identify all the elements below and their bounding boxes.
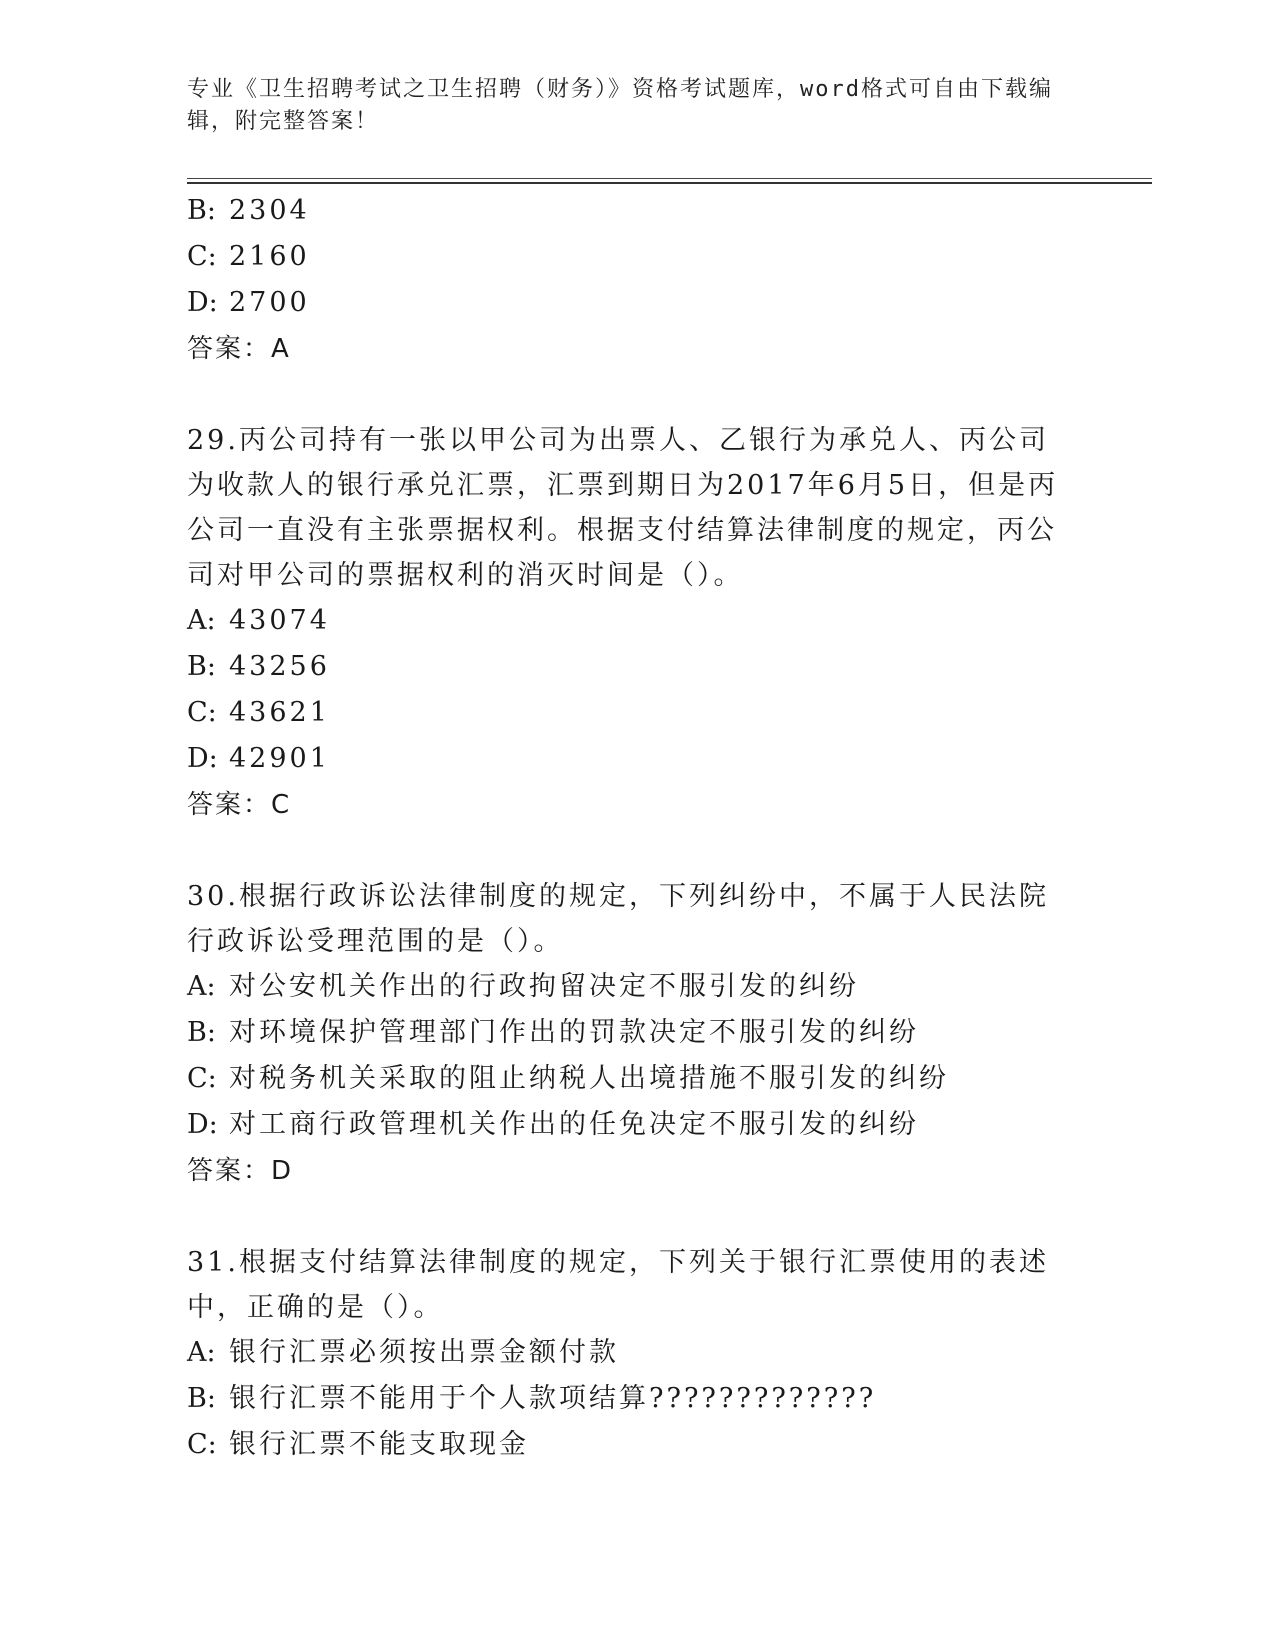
- question-text: 30.根据行政诉讼法律制度的规定，下列纠纷中，不属于人民法院行政诉讼受理范围的是（）。: [187, 881, 1049, 957]
- option-b: [187, 1376, 1087, 1422]
- option-label: C:: [187, 1429, 217, 1460]
- option-text: 对税务机关采取的阻止纳税人出境措施不服引发的纠纷: [229, 1063, 949, 1094]
- option-text: 2160: [229, 241, 310, 272]
- option-label: D:: [187, 287, 218, 318]
- option-text: 对公安机关作出的行政拘留决定不服引发的纠纷: [229, 971, 859, 1002]
- option-label: A:: [187, 971, 216, 1002]
- option-text: 2700: [229, 287, 310, 318]
- option-label: A:: [187, 1337, 216, 1368]
- option-d: [187, 280, 1087, 326]
- option-text: 对工商行政管理机关作出的任免决定不服引发的纠纷: [229, 1109, 919, 1140]
- option-text: 银行汇票不能用于个人款项结算?????????????: [229, 1383, 877, 1414]
- option-label: C:: [187, 241, 217, 272]
- option-text: 43256: [229, 651, 330, 682]
- option-text: 43074: [229, 605, 330, 636]
- option-b: [187, 188, 1087, 234]
- option-b: [187, 1010, 1087, 1056]
- question-list: [187, 188, 1087, 1468]
- option-text: 2304: [229, 195, 310, 226]
- option-c: [187, 1422, 1087, 1468]
- option-text: 对环境保护管理部门作出的罚款决定不服引发的纠纷: [229, 1017, 919, 1048]
- question-31: [187, 1240, 1087, 1468]
- answer-line: 答案：C: [187, 790, 292, 820]
- option-text: 银行汇票不能支取现金: [229, 1429, 529, 1460]
- option-label: C:: [187, 1063, 217, 1094]
- header-divider-thick: [187, 182, 1152, 184]
- option-d: [187, 736, 1087, 782]
- option-d: [187, 1102, 1087, 1148]
- option-b: [187, 644, 1087, 690]
- option-text: 43621: [229, 697, 330, 728]
- option-a: [187, 964, 1087, 1010]
- option-text: 42901: [229, 743, 330, 774]
- document-header: 专业《卫生招聘考试之卫生招聘（财务）》资格考试题库，word格式可自由下载编辑，附完整答案！: [187, 77, 1053, 134]
- answer-line: 答案：A: [187, 334, 291, 364]
- option-label: D:: [187, 1109, 218, 1140]
- option-label: B:: [187, 195, 216, 226]
- option-label: C:: [187, 697, 217, 728]
- option-c: [187, 690, 1087, 736]
- question-28-tail: [187, 188, 1087, 372]
- option-label: B:: [187, 1383, 216, 1414]
- option-a: [187, 598, 1087, 644]
- question-30: [187, 874, 1087, 1194]
- option-label: A:: [187, 605, 216, 636]
- option-c: [187, 1056, 1087, 1102]
- option-label: B:: [187, 651, 216, 682]
- option-c: [187, 234, 1087, 280]
- question-text: 31.根据支付结算法律制度的规定，下列关于银行汇票使用的表述中，正确的是（）。: [187, 1247, 1049, 1323]
- option-label: D:: [187, 743, 218, 774]
- question-29: [187, 418, 1087, 828]
- question-text: 29.丙公司持有一张以甲公司为出票人、乙银行为承兑人、丙公司为收款人的银行承兑汇票，汇票到期日为2017年6月5日，但是丙公司一直没有主张票据权利。根据支付结算法律制度的规定，丙公司对甲公司的票据权利的消灭时间是（）。: [187, 425, 1059, 591]
- option-a: [187, 1330, 1087, 1376]
- answer-line: 答案：D: [187, 1156, 294, 1186]
- option-label: B:: [187, 1017, 216, 1048]
- header-divider-thin: [187, 178, 1152, 179]
- option-text: 银行汇票必须按出票金额付款: [229, 1337, 619, 1368]
